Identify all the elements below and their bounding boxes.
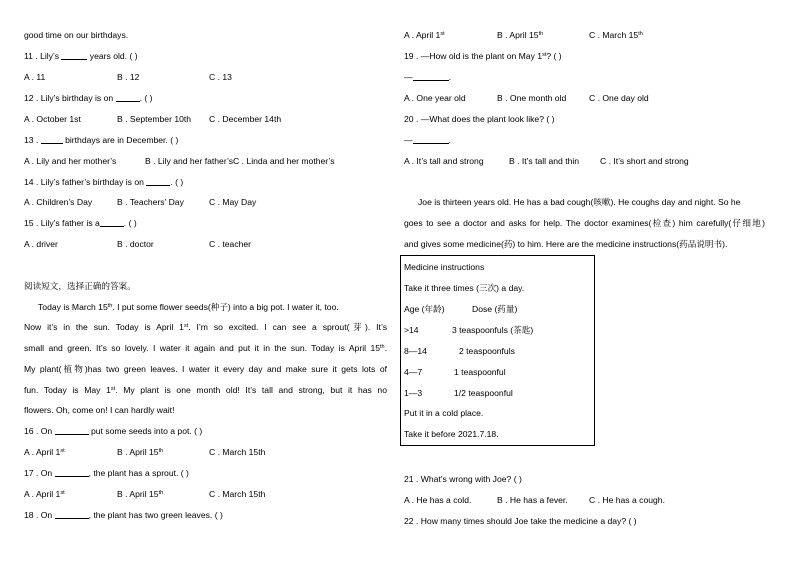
q18-stem-end: , the plant has two green leaves. ( )	[88, 510, 223, 520]
q19-stem-sup: st	[542, 52, 547, 58]
passage-l3-text-end: .	[384, 343, 387, 353]
question-21: 21 . What’s wrong with Joe? ( )	[404, 474, 522, 484]
q16-b-text: B . April 15	[117, 447, 159, 457]
passage-l2-text-end: . I’m so excited. I can see a sprout(芽). It’s	[188, 322, 387, 332]
q16-stem: 16 . On	[24, 426, 55, 436]
q12-blank[interactable]	[116, 93, 140, 102]
intro-line: good time on our birthdays.	[24, 30, 129, 40]
q21-option-b[interactable]: B . He has a fever.	[497, 495, 568, 505]
box-row-age: 1—3	[404, 388, 423, 398]
box-dose-header: Dose (药量)	[472, 304, 518, 314]
box-age-header: Age (年龄)	[404, 304, 445, 314]
q14-option-b[interactable]: B . Teachers’ Day	[117, 197, 184, 207]
box-frequency: Take it three times (三次) a day.	[404, 283, 525, 293]
question-17	[24, 468, 189, 479]
passage-l1-text: Today is March 15	[38, 302, 108, 312]
q14-stem-end: . ( )	[170, 177, 184, 187]
q12-stem-end: . ( )	[139, 93, 153, 103]
passage-l2-sup: st	[183, 323, 189, 329]
reading-instruction: 阅读短文，选择正确的答案。	[24, 281, 136, 291]
passage-l3-text: small and green. It’s so lovely. I water it again and put it in the sun. Today is April 15	[24, 343, 381, 353]
q20-option-b[interactable]: B . It’s tall and thin	[509, 156, 580, 166]
q13-blank[interactable]	[41, 135, 63, 144]
question-20: 20 . —What does the plant look like? ( )	[404, 114, 555, 124]
q20-option-c[interactable]: C . It’s short and strong	[600, 156, 689, 166]
q19-dash: —	[404, 72, 413, 82]
box-expiry: Take it before 2021.7.18.	[404, 429, 499, 439]
q21-option-a[interactable]: A . He has a cold.	[404, 495, 472, 505]
q17-option-b[interactable]	[117, 489, 163, 500]
q18-option-a[interactable]	[404, 30, 445, 41]
q15-blank[interactable]	[100, 218, 124, 227]
passage-l5-text-end: . My plant is one month old! It’s tall and strong, but it has no	[115, 385, 387, 395]
q12-stem: 12 . Lily’s birthday is on	[24, 93, 116, 103]
box-row-age: >14	[404, 325, 419, 335]
question-16	[24, 426, 202, 437]
q18-blank[interactable]	[55, 510, 89, 519]
passage-l5-sup: st	[110, 386, 116, 392]
box-storage: Put it in a cold place.	[404, 408, 484, 418]
q16-a-text: A . April 1	[24, 447, 61, 457]
q20-option-a[interactable]: A . It’s tall and strong	[404, 156, 484, 166]
q11-option-c[interactable]: C . 13	[209, 72, 232, 82]
q18-option-c[interactable]	[589, 30, 643, 41]
q20-blank[interactable]	[413, 135, 449, 144]
question-18	[24, 510, 223, 521]
passage-line-2	[24, 322, 387, 333]
q18-c-text: C . March 15	[589, 30, 639, 40]
q16-blank[interactable]	[55, 426, 89, 435]
passage-l1-text-end: . I put some flower seeds(种子) into a big pot. I water it, too.	[112, 302, 339, 312]
q19-option-a[interactable]: A . One year old	[404, 93, 466, 103]
passage-line-6: flowers. Oh, come on! I can hardly wait!	[24, 405, 175, 415]
q11-stem-end: years old. ( )	[87, 51, 138, 61]
box-row-dose: 2 teaspoonfuls	[459, 346, 515, 356]
q14-option-a[interactable]: A . Children’s Day	[24, 197, 93, 207]
q12-option-c[interactable]: C . December 14th	[209, 114, 282, 124]
box-row-age: 4—7	[404, 367, 423, 377]
question-12	[24, 93, 152, 104]
q17-option-c[interactable]: C . March 15th	[209, 489, 266, 499]
q11-stem: 11 . Lily’s	[24, 51, 62, 61]
q13-option-bc[interactable]: B . Lily and her father’sC . Linda and her mother’s	[145, 156, 335, 166]
q17-b-text: B . April 15	[117, 489, 159, 499]
passage-l1-sup: th	[107, 303, 113, 309]
q16-option-b[interactable]	[117, 447, 163, 458]
question-13	[24, 135, 178, 146]
q13-stem-end: birthdays are in December. ( )	[62, 135, 179, 145]
q18-b-text: B . April 15	[497, 30, 539, 40]
q16-stem-end: put some seeds into a pot. ( )	[88, 426, 203, 436]
q19-blank[interactable]	[413, 72, 449, 81]
q19-stem: 19 . —How old is the plant on May 1	[404, 51, 543, 61]
q18-a-text: A . April 1	[404, 30, 441, 40]
q12-option-a[interactable]: A . October 1st	[24, 114, 81, 124]
q14-stem: 14 . Lily’s father’s birthday is on	[24, 177, 147, 187]
q18-option-b[interactable]	[497, 30, 543, 41]
box-row-age: 8—14	[404, 346, 427, 356]
q18-c-sup: th	[638, 31, 643, 37]
q14-blank[interactable]	[146, 177, 170, 186]
q12-option-b[interactable]: B . September 10th	[117, 114, 192, 124]
passage-l3-sup: th	[380, 344, 385, 350]
q19-option-c[interactable]: C . One day old	[589, 93, 649, 103]
q15-option-b[interactable]: B . doctor	[117, 239, 154, 249]
q17-b-sup: th	[158, 490, 164, 496]
passage2-line-1: Joe is thirteen years old. He has a bad cough(咳嗽). He coughs day and night. So he	[418, 197, 741, 207]
box-row-dose: 1 teaspoonful	[454, 367, 506, 377]
passage2-line-2: goes to see a doctor and asks for help. The doctor examines(检查) him carefully(仔细地)	[404, 218, 765, 228]
passage-line-5	[24, 385, 387, 396]
q17-a-sup: st	[60, 490, 65, 496]
q20-dash: —	[404, 135, 413, 145]
q15-option-c[interactable]: C . teacher	[209, 239, 252, 249]
question-11	[24, 51, 138, 62]
q15-option-a[interactable]: A . driver	[24, 239, 58, 249]
q19-option-b[interactable]: B . One month old	[497, 93, 567, 103]
question-22: 22 . How many times should Joe take the medicine a day? ( )	[404, 516, 637, 526]
q18-a-sup: st	[440, 31, 445, 37]
question-14	[24, 177, 183, 188]
q17-blank[interactable]	[55, 468, 89, 477]
q15-stem: 15 . Lily’s father is a	[24, 218, 100, 228]
q11-blank[interactable]	[61, 51, 87, 60]
question-15	[24, 218, 137, 229]
q19-stem-end: ? ( )	[546, 51, 562, 61]
q13-option-a[interactable]: A . Lily and her mother’s	[24, 156, 117, 166]
q19-dash-end: .	[448, 72, 451, 82]
q11-option-a[interactable]: A . 11	[24, 72, 46, 82]
q19-answer-line	[404, 72, 451, 83]
q16-b-sup: th	[158, 448, 164, 454]
box-title: Medicine instructions	[404, 262, 485, 272]
passage-line-1	[38, 302, 339, 313]
q11-option-b[interactable]: B . 12	[117, 72, 140, 82]
q17-stem: 17 . On	[24, 468, 55, 478]
q20-answer-line	[404, 135, 451, 146]
question-19	[404, 51, 562, 62]
q14-option-c[interactable]: C . May Day	[209, 197, 257, 207]
q18-stem: 18 . On	[24, 510, 55, 520]
q16-option-c[interactable]: C . March 15th	[209, 447, 266, 457]
passage-line-4: My plant(植物)has two green leaves. I water it every day and make sure it gets lots of	[24, 364, 387, 374]
box-row-dose: 1/2 teaspoonful	[454, 388, 513, 398]
q20-dash-end: .	[448, 135, 451, 145]
q15-stem-end: . ( )	[123, 218, 137, 228]
q16-a-sup: st	[60, 448, 65, 454]
q13-stem: 13 .	[24, 135, 41, 145]
q17-stem-end: , the plant has a sprout. ( )	[88, 468, 189, 478]
box-row-dose: 3 teaspoonfuls (茶匙)	[452, 325, 534, 335]
q16-option-a[interactable]	[24, 447, 65, 458]
passage-l2-text: Now it’s in the sun. Today is April 1	[24, 322, 184, 332]
passage-l5-text: fun. Today is May 1	[24, 385, 111, 395]
q17-option-a[interactable]	[24, 489, 65, 500]
passage2-line-3: and gives some medicine(药) to him. Here are the medicine instructions(药品说明书).	[404, 239, 728, 249]
q17-a-text: A . April 1	[24, 489, 61, 499]
q21-option-c[interactable]: C . He has a cough.	[589, 495, 665, 505]
passage-line-3	[24, 343, 387, 354]
q18-b-sup: th	[538, 31, 544, 37]
